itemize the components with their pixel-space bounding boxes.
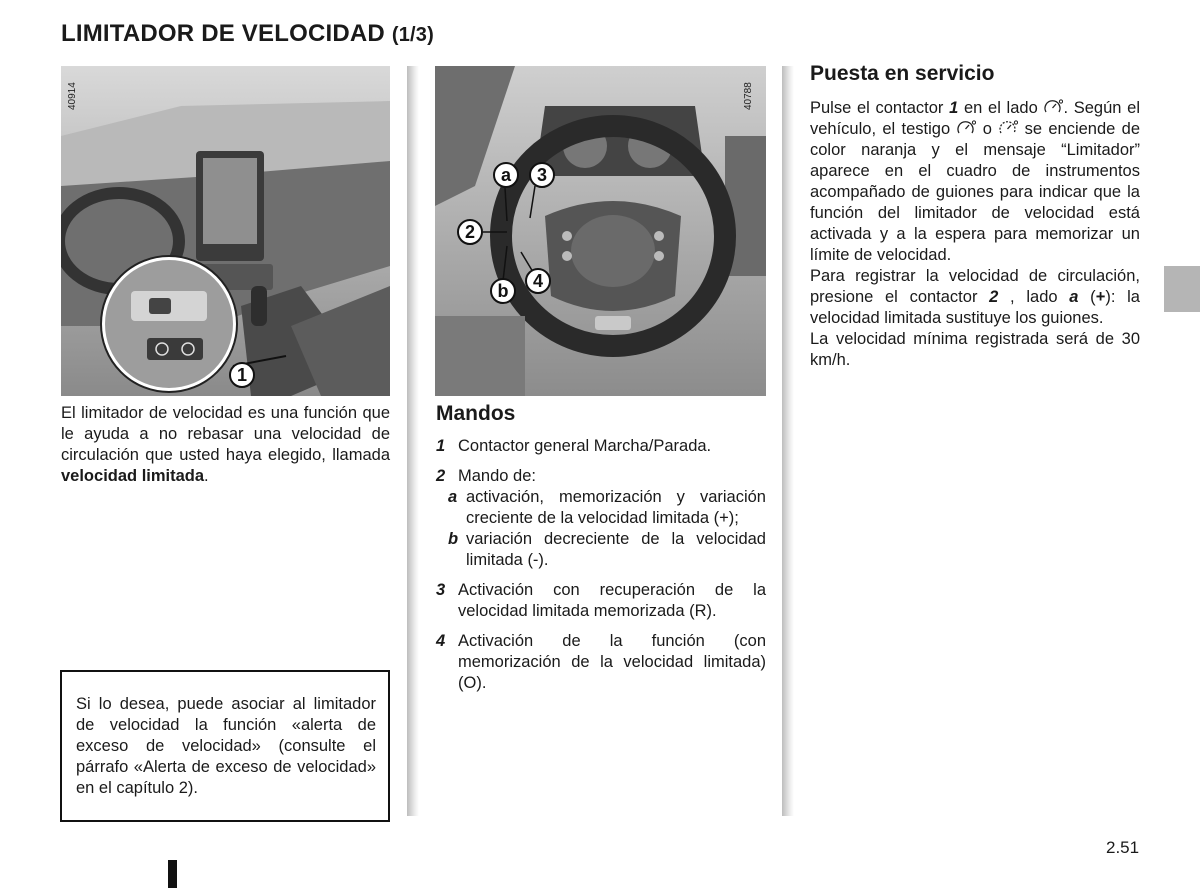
callout-b: b xyxy=(490,278,516,304)
callout-a: a xyxy=(493,162,519,188)
callout-3: 3 xyxy=(529,162,555,188)
page-number: 2.51 xyxy=(1106,838,1140,857)
column-divider xyxy=(782,66,794,816)
note-box xyxy=(60,670,390,822)
activation-text xyxy=(810,98,1140,371)
intro-paragraph: El limitador de velocidad es una función que le ayuda a no rebasar una velocidad de circulación que usted haya elegido, llamada velocidad limitada. xyxy=(61,404,390,485)
speed-limiter-icon-alt xyxy=(998,120,1018,136)
emphasis-term: velocidad limitada xyxy=(61,467,205,485)
section-heading-puesta: Puesta en servicio xyxy=(810,62,995,85)
chapter-tab xyxy=(1164,266,1200,312)
dashboard-console-photo xyxy=(61,66,390,396)
sub-list-item: b variación decreciente de la velocidad limitada (-). xyxy=(448,530,766,569)
paragraph: La velocidad mínima registrada será de 30 km/h. xyxy=(810,330,1140,369)
speed-limiter-icon xyxy=(956,120,976,136)
image-reference-code: 40788 xyxy=(743,82,754,110)
column-divider xyxy=(407,66,419,816)
list-item: 1 Contactor general Marcha/Parada. xyxy=(436,437,712,455)
callout-1: 1 xyxy=(229,362,255,388)
controls-list xyxy=(436,436,766,703)
speed-limiter-icon xyxy=(1043,99,1063,115)
steering-wheel-photo xyxy=(435,66,766,396)
page-title-part: (1/3) xyxy=(391,24,434,46)
list-item: 2 Mando de: a activación, memorización y variación creciente de la velocidad limitada (+); b variación decreciente de la velocidad limitada (-). xyxy=(436,467,766,569)
paragraph: Pulse el contactor 1 en el lado . Según el vehículo, el testigo o se enciende de color naranja y el mensaje “Limitador” aparece en el cuadro de instrumentos acompañado de guiones para indicar que la función del limitador de velocidad está activada y a la espera para memorizar un límite de velocidad. xyxy=(810,99,1140,264)
print-mark xyxy=(168,860,177,888)
callout-2: 2 xyxy=(457,219,483,245)
paragraph: Para registrar la velocidad de circulación, presione el contactor 2 , lado a (+): la velocidad limitada sustituye los guiones. xyxy=(810,267,1140,327)
sub-list-item: a activación, memorización y variación creciente de la velocidad limitada (+); xyxy=(448,488,766,527)
image-reference-code: 40914 xyxy=(67,82,78,110)
list-item: 4 Activación de la función (con memorización de la velocidad limitada) (O). xyxy=(436,632,766,692)
section-heading-mandos: Mandos xyxy=(436,402,516,425)
page-title: LIMITADOR DE VELOCIDAD (1/3) xyxy=(61,20,434,47)
list-item: 3 Activación con recuperación de la velocidad limitada memorizada (R). xyxy=(436,581,766,620)
callout-4: 4 xyxy=(525,268,551,294)
note-text: Si lo desea, puede asociar al limitador de velocidad la función «alerta de exceso de velocidad» (consulte el párrafo «Alerta de exceso de velocidad» en el capítulo 2). xyxy=(76,695,376,797)
